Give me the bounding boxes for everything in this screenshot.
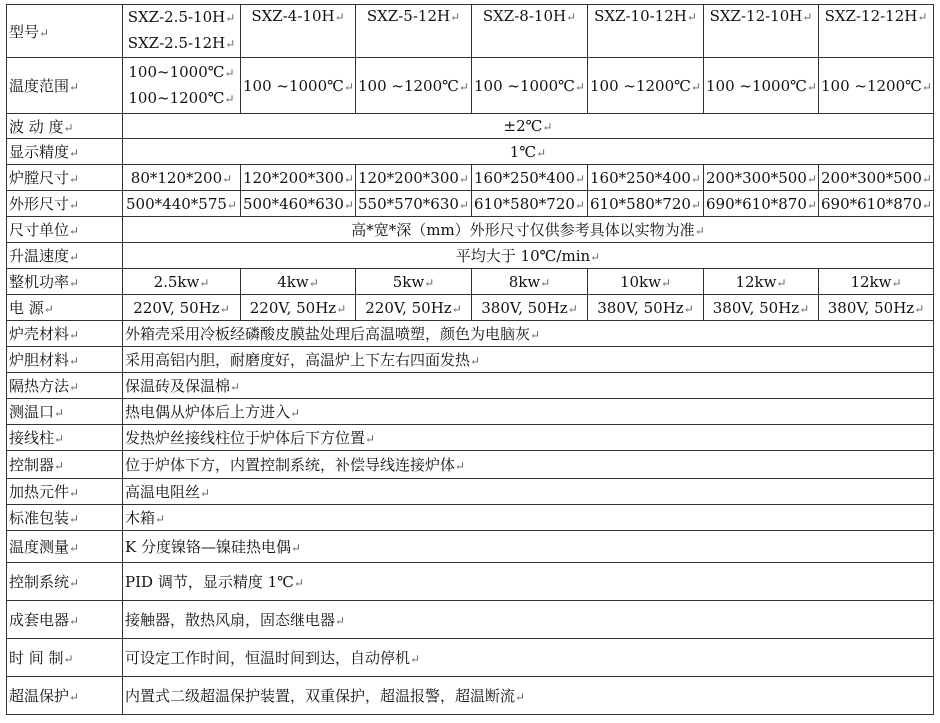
chamber-size-cell: 120*200*300↵	[356, 165, 472, 191]
insulation-value: 保温砖及保温棉↵	[123, 373, 934, 399]
power-cell: 2.5kw↵	[123, 269, 241, 295]
temp-range-cell: 100 ~1000℃↵	[241, 58, 356, 114]
row-label: 炉膛尺寸↵	[7, 165, 123, 191]
row-temp-range	[7, 58, 934, 114]
chamber-size-cell: 160*250*400↵	[472, 165, 588, 191]
row-electrical-kit	[7, 601, 934, 639]
supply-cell: 380V, 50Hz↵	[588, 295, 704, 321]
temp-range-cell: 100 ~1000℃↵	[704, 58, 819, 114]
power-cell: 12kw↵	[704, 269, 819, 295]
supply-cell: 220V, 50Hz↵	[123, 295, 241, 321]
power-cell: 8kw↵	[472, 269, 588, 295]
supply-cell: 380V, 50Hz↵	[819, 295, 934, 321]
heating-element-value: 高温电阻丝↵	[123, 479, 934, 505]
outer-size-cell: 500*460*630↵	[241, 191, 356, 217]
row-label: 外形尺寸↵	[7, 191, 123, 217]
row-label: 温度测量↵	[7, 531, 123, 563]
row-label: 尺寸单位↵	[7, 217, 123, 243]
outer-size-cell: 690*610*870↵	[819, 191, 934, 217]
row-label: 炉胆材料↵	[7, 347, 123, 373]
temp-range-cell: 100 ~1200℃↵	[588, 58, 704, 114]
power-cell: 10kw↵	[588, 269, 704, 295]
controller-value: 位于炉体下方，内置控制系统，补偿导线连接炉体↵	[123, 451, 934, 479]
row-shell-material	[7, 321, 934, 347]
row-label: 标准包装↵	[7, 505, 123, 531]
row-packaging	[7, 505, 934, 531]
control-system-value: PID 调节，显示精度 1℃↵	[123, 563, 934, 601]
outer-size-cell: 610*580*720↵	[472, 191, 588, 217]
row-heating-element	[7, 479, 934, 505]
row-label: 时 间 制↵	[7, 639, 123, 677]
row-label: 隔热方法↵	[7, 373, 123, 399]
chamber-size-cell: 200*300*500↵	[704, 165, 819, 191]
outer-size-cell: 690*610*870↵	[704, 191, 819, 217]
outer-size-cell: 610*580*720↵	[588, 191, 704, 217]
temp-range-cell: 100 ~1200℃↵	[356, 58, 472, 114]
outer-size-cell: 500*440*575↵	[123, 191, 241, 217]
packaging-value: 木箱↵	[123, 505, 934, 531]
liner-material-value: 采用高铝内胆，耐磨度好，高温炉上下左右四面发热↵	[123, 347, 934, 373]
row-insulation	[7, 373, 934, 399]
temp-range-cell: 100 ~1000℃↵	[472, 58, 588, 114]
row-terminal	[7, 425, 934, 451]
row-display-precision	[7, 139, 934, 165]
electrical-kit-value: 接触器，散热风扇，固态继电器↵	[123, 601, 934, 639]
heating-speed-value: 平均大于 10℃/min↵	[123, 243, 934, 269]
row-overtemp-protection	[7, 677, 934, 715]
model-cell: SXZ-4-10H↵	[241, 5, 356, 58]
model-cell: SXZ-2.5-10H↵ SXZ-2.5-12H↵	[123, 5, 241, 58]
row-label: 炉壳材料↵	[7, 321, 123, 347]
row-size-unit	[7, 217, 934, 243]
row-label: 整机功率↵	[7, 269, 123, 295]
row-temp-measure	[7, 531, 934, 563]
row-label: 型号↵	[7, 5, 123, 58]
model-cell: SXZ-12-10H↵	[704, 5, 819, 58]
row-label: 成套电器↵	[7, 601, 123, 639]
chamber-size-cell: 200*300*500↵	[819, 165, 934, 191]
row-label: 电 源↵	[7, 295, 123, 321]
row-control-system	[7, 563, 934, 601]
row-label: 控制系统↵	[7, 563, 123, 601]
row-fluctuation	[7, 114, 934, 139]
model-cell: SXZ-10-12H↵	[588, 5, 704, 58]
model-cell: SXZ-5-12H↵	[356, 5, 472, 58]
row-timer	[7, 639, 934, 677]
row-model	[7, 5, 934, 58]
temp-port-value: 热电偶从炉体后上方进入↵	[123, 399, 934, 425]
chamber-size-cell: 160*250*400↵	[588, 165, 704, 191]
temp-measure-value: K 分度镍铬—镍硅热电偶↵	[123, 531, 934, 563]
chamber-size-cell: 120*200*300↵	[241, 165, 356, 191]
row-power	[7, 269, 934, 295]
overtemp-protection-value: 内置式二级超温保护装置，双重保护，超温报警，超温断流↵	[123, 677, 934, 715]
row-label: 升温速度↵	[7, 243, 123, 269]
power-cell: 5kw↵	[356, 269, 472, 295]
row-label: 控制器↵	[7, 451, 123, 479]
supply-cell: 220V, 50Hz↵	[241, 295, 356, 321]
row-label: 加热元件↵	[7, 479, 123, 505]
spec-table	[6, 4, 934, 715]
row-label: 波 动 度↵	[7, 114, 123, 139]
supply-cell: 220V, 50Hz↵	[356, 295, 472, 321]
row-label: 显示精度↵	[7, 139, 123, 165]
row-heating-speed	[7, 243, 934, 269]
timer-value: 可设定工作时间，恒温时间到达，自动停机↵	[123, 639, 934, 677]
row-controller	[7, 451, 934, 479]
row-label: 接线柱↵	[7, 425, 123, 451]
row-outer-size	[7, 191, 934, 217]
row-temp-port	[7, 399, 934, 425]
temp-range-cell: 100 ~1200℃↵	[819, 58, 934, 114]
display-precision-value: 1℃↵	[123, 139, 934, 165]
row-label: 测温口↵	[7, 399, 123, 425]
fluctuation-value: ±2℃↵	[123, 114, 934, 139]
outer-size-cell: 550*570*630↵	[356, 191, 472, 217]
model-cell: SXZ-12-12H↵	[819, 5, 934, 58]
row-liner-material	[7, 347, 934, 373]
supply-cell: 380V, 50Hz↵	[472, 295, 588, 321]
terminal-value: 发热炉丝接线柱位于炉体后下方位置↵	[123, 425, 934, 451]
size-unit-value: 高*宽*深（mm）外形尺寸仅供参考具体以实物为准↵	[123, 217, 934, 243]
power-cell: 12kw↵	[819, 269, 934, 295]
row-label: 超温保护↵	[7, 677, 123, 715]
temp-range-cell: 100~1000℃↵ 100~1200℃↵	[123, 58, 241, 114]
row-label: 温度范围↵	[7, 58, 123, 114]
shell-material-value: 外箱壳采用冷板经磷酸皮膜盐处理后高温喷塑，颜色为电脑灰↵	[123, 321, 934, 347]
power-cell: 4kw↵	[241, 269, 356, 295]
row-chamber-size	[7, 165, 934, 191]
row-power-supply	[7, 295, 934, 321]
chamber-size-cell: 80*120*200↵	[123, 165, 241, 191]
supply-cell: 380V, 50Hz↵	[704, 295, 819, 321]
model-cell: SXZ-8-10H↵	[472, 5, 588, 58]
